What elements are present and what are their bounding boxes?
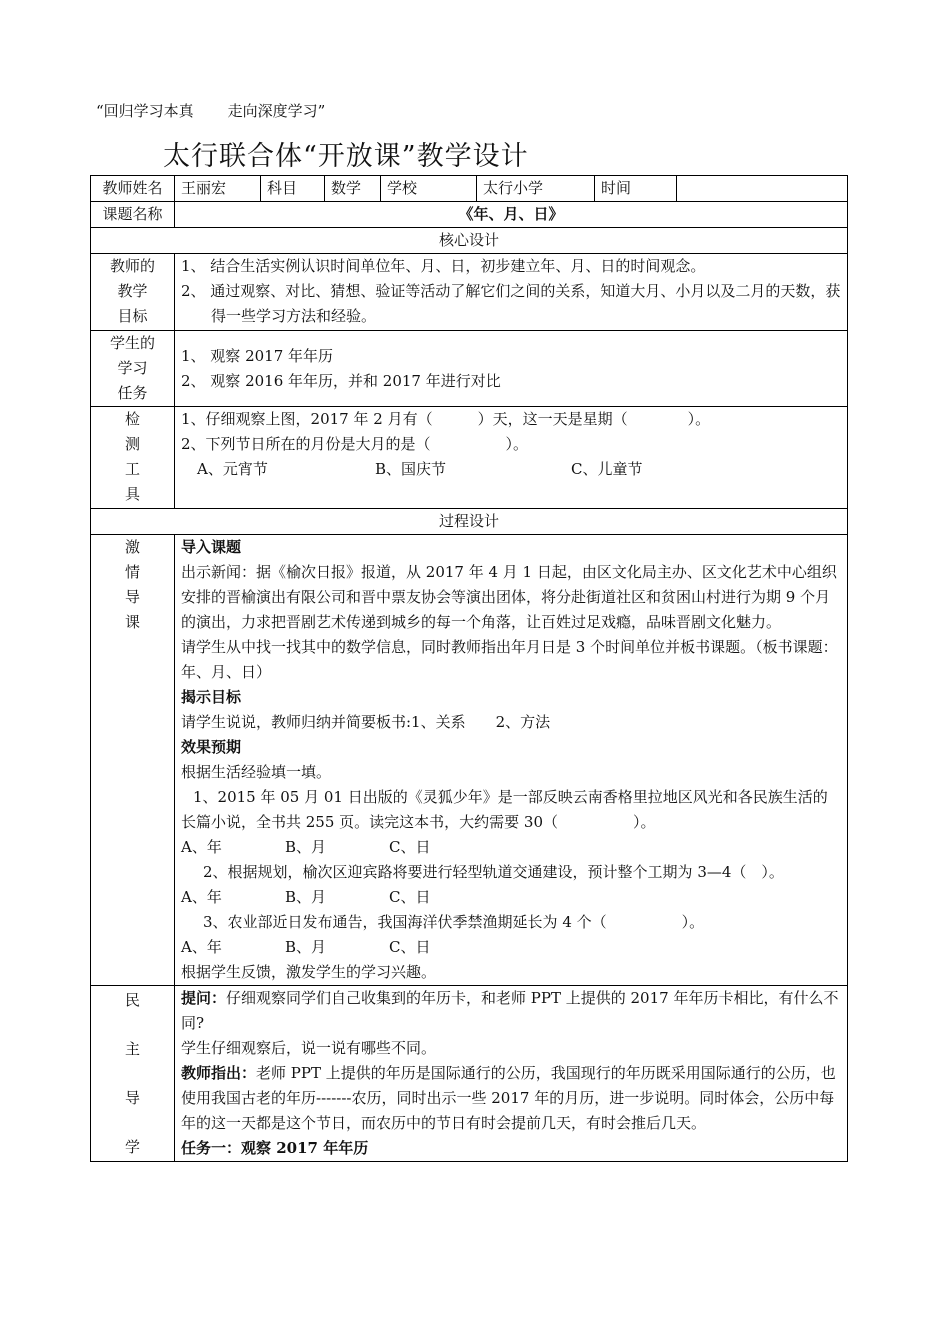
core-design-heading: 核心设计 [91, 228, 848, 254]
teacher-goals-content [175, 254, 848, 331]
intro-news: 出示新闻：据《榆次日报》报道，从 2017 年 4 月 1 日起，由区文化局主办、区文化艺术中心组织安排的晋榆演出有限公司和晋中票友协会等演出团体，将分赴街道社区和贫困山村进行为期 9 个月的演出，力求把晋剧艺术传递到城乡的每一个角落，让百姓过足戏瘾，品味晋剧文化魅力。 [181, 563, 837, 631]
intro-fill: 根据生活经验填一填。 [181, 763, 332, 781]
topic-label: 课题名称 [91, 202, 175, 228]
guide-question [181, 986, 841, 1036]
intro-feedback: 根据学生反馈，激发学生的学习兴趣。 [181, 963, 437, 981]
teacher-goals-row [91, 254, 848, 331]
intro-heading-import: 导入课题 [181, 538, 242, 556]
label-line: 情 [124, 563, 140, 581]
goal-item: 1、 结合生活实例认识时间单位年、月、日，初步建立年、月、日的时间观念。 [181, 257, 706, 275]
label-line: 激 [124, 538, 140, 556]
teacher-name: 王丽宏 [175, 176, 261, 202]
label-line: 检 [124, 410, 140, 428]
label-line: 学生的 [109, 334, 155, 352]
intro-find: 请学生从中找一找其中的数学信息，同时教师指出年月日是 3 个时间单位并板书课题。（板书课题：年、月、日） [181, 638, 838, 681]
option-a: A、年 [181, 888, 222, 906]
option-b: B、月 [285, 938, 327, 956]
exercise-1-options [181, 835, 841, 860]
guide-content [175, 986, 848, 1162]
ask-text: 仔细观察同学们自己收集到的年历卡，和老师 PPT 上提供的 2017 年年历卡相比，有什么不同? [181, 989, 839, 1032]
guide-observe: 学生仔细观察后，说一说有哪些不同。 [181, 1039, 437, 1057]
guide-task-1: 任务一：观察 2017 年年历 [181, 1139, 369, 1157]
school-value: 太行小学 [477, 176, 595, 202]
motto-part-b: 走向深度学习” [227, 102, 326, 120]
point-label: 教师指出： [181, 1064, 257, 1082]
intro-exercise-3: 3、农业部近日发布通告，我国海洋伏季禁渔期延长为 4 个（ ）。 [203, 913, 705, 931]
label-line: 测 [124, 435, 140, 453]
point-text: 老师 PPT 上提供的年历是国际通行的公历，我国现行的年历既采用国际通行的公历，也使用我国古老的年历-------农历，同时出示一些 2017 年的月历，进一步说明。同时体会，公历中每年的这一天都是这个节日，而农历中的节日有时会提前几天，有时会推后几天。 [181, 1064, 836, 1132]
school-label: 学校 [381, 176, 477, 202]
check-tools-label [91, 407, 175, 509]
check-options [181, 457, 841, 482]
label-line: 教师的 [109, 257, 155, 275]
label-line: 民 [124, 991, 140, 1009]
check-question-2: 2、下列节日所在的月份是大月的是（ ）。 [181, 435, 529, 453]
task-item: 2、 观察 2016 年年历，并和 2017 年进行对比 [181, 371, 501, 390]
guide-point [181, 1061, 841, 1136]
subject-value: 数学 [325, 176, 381, 202]
option-b: B、国庆节 [375, 460, 447, 478]
label-line: 教学 [117, 282, 148, 300]
lesson-plan-table [90, 175, 848, 1162]
ask-label: 提问： [181, 989, 227, 1007]
label-line: 目标 [117, 307, 148, 325]
option-c: C、日 [389, 938, 431, 956]
exercise-3-options [181, 935, 841, 960]
process-design-heading: 过程设计 [91, 509, 848, 535]
teacher-goals-label [91, 254, 175, 331]
intro-heading-goal: 揭示目标 [181, 688, 242, 706]
time-label: 时间 [595, 176, 677, 202]
option-b: B、月 [285, 838, 327, 856]
intro-exercise-1: 1、2015 年 05 月 01 日出版的《灵狐少年》是一部反映云南香格里拉地区风光和各民族生活的长篇小说，全书共 255 页。读完这本书，大约需要 30（ ）。 [181, 788, 828, 831]
label-line: 学 [124, 1138, 140, 1156]
topic-value: 《年、月、日》 [175, 202, 848, 228]
student-tasks-content [175, 331, 848, 407]
label-line: 主 [124, 1040, 140, 1058]
student-tasks-label [91, 331, 175, 407]
check-tools-row [91, 407, 848, 509]
option-c: C、日 [389, 838, 431, 856]
intro-exercise-2: 2、根据规划，榆次区迎宾路将要进行轻型轨道交通建设，预计整个工期为 3—4（ ）。 [203, 863, 784, 881]
label-line: 任务 [117, 384, 148, 402]
goal-item: 2、 通过观察、对比、猜想、验证等活动了解它们之间的关系，知道大月、小月以及二月的天数，获得一些学习方法和经验。 [181, 282, 841, 325]
option-b: B、月 [285, 888, 327, 906]
topic-row [91, 202, 848, 228]
guide-label [91, 986, 175, 1162]
exercise-2-options [181, 885, 841, 910]
intro-label [91, 535, 175, 986]
intro-row [91, 535, 848, 986]
intro-heading-expect: 效果预期 [181, 738, 242, 756]
option-a: A、年 [181, 838, 222, 856]
teacher-label: 教师姓名 [91, 176, 175, 202]
label-line: 导 [124, 588, 140, 606]
check-tools-content [175, 407, 848, 509]
page-title: 太行联合体“开放课”教学设计 [163, 141, 529, 172]
intro-goal: 请学生说说，教师归纳并简要板书:1、关系 2、方法 [181, 713, 551, 731]
task-item: 1、 观察 2017 年年历 [181, 346, 334, 365]
intro-content [175, 535, 848, 986]
option-c: C、儿童节 [571, 460, 643, 478]
motto [96, 100, 325, 121]
core-design-row [91, 228, 848, 254]
option-a: A、元宵节 [197, 460, 268, 478]
guide-row [91, 986, 848, 1162]
motto-part-a: “回归学习本真 [96, 102, 194, 120]
option-c: C、日 [389, 888, 431, 906]
label-line: 导 [124, 1089, 140, 1107]
info-row [91, 176, 848, 202]
time-value [677, 176, 848, 202]
subject-label: 科目 [261, 176, 325, 202]
label-line: 具 [124, 485, 140, 503]
check-question-1: 1、仔细观察上图，2017 年 2 月有（ ）天，这一天是星期（ ）。 [181, 410, 711, 428]
label-line: 课 [124, 613, 140, 631]
option-a: A、年 [181, 938, 222, 956]
process-design-row [91, 509, 848, 535]
student-tasks-row [91, 331, 848, 407]
label-line: 工 [124, 460, 140, 478]
label-line: 学习 [117, 359, 148, 377]
